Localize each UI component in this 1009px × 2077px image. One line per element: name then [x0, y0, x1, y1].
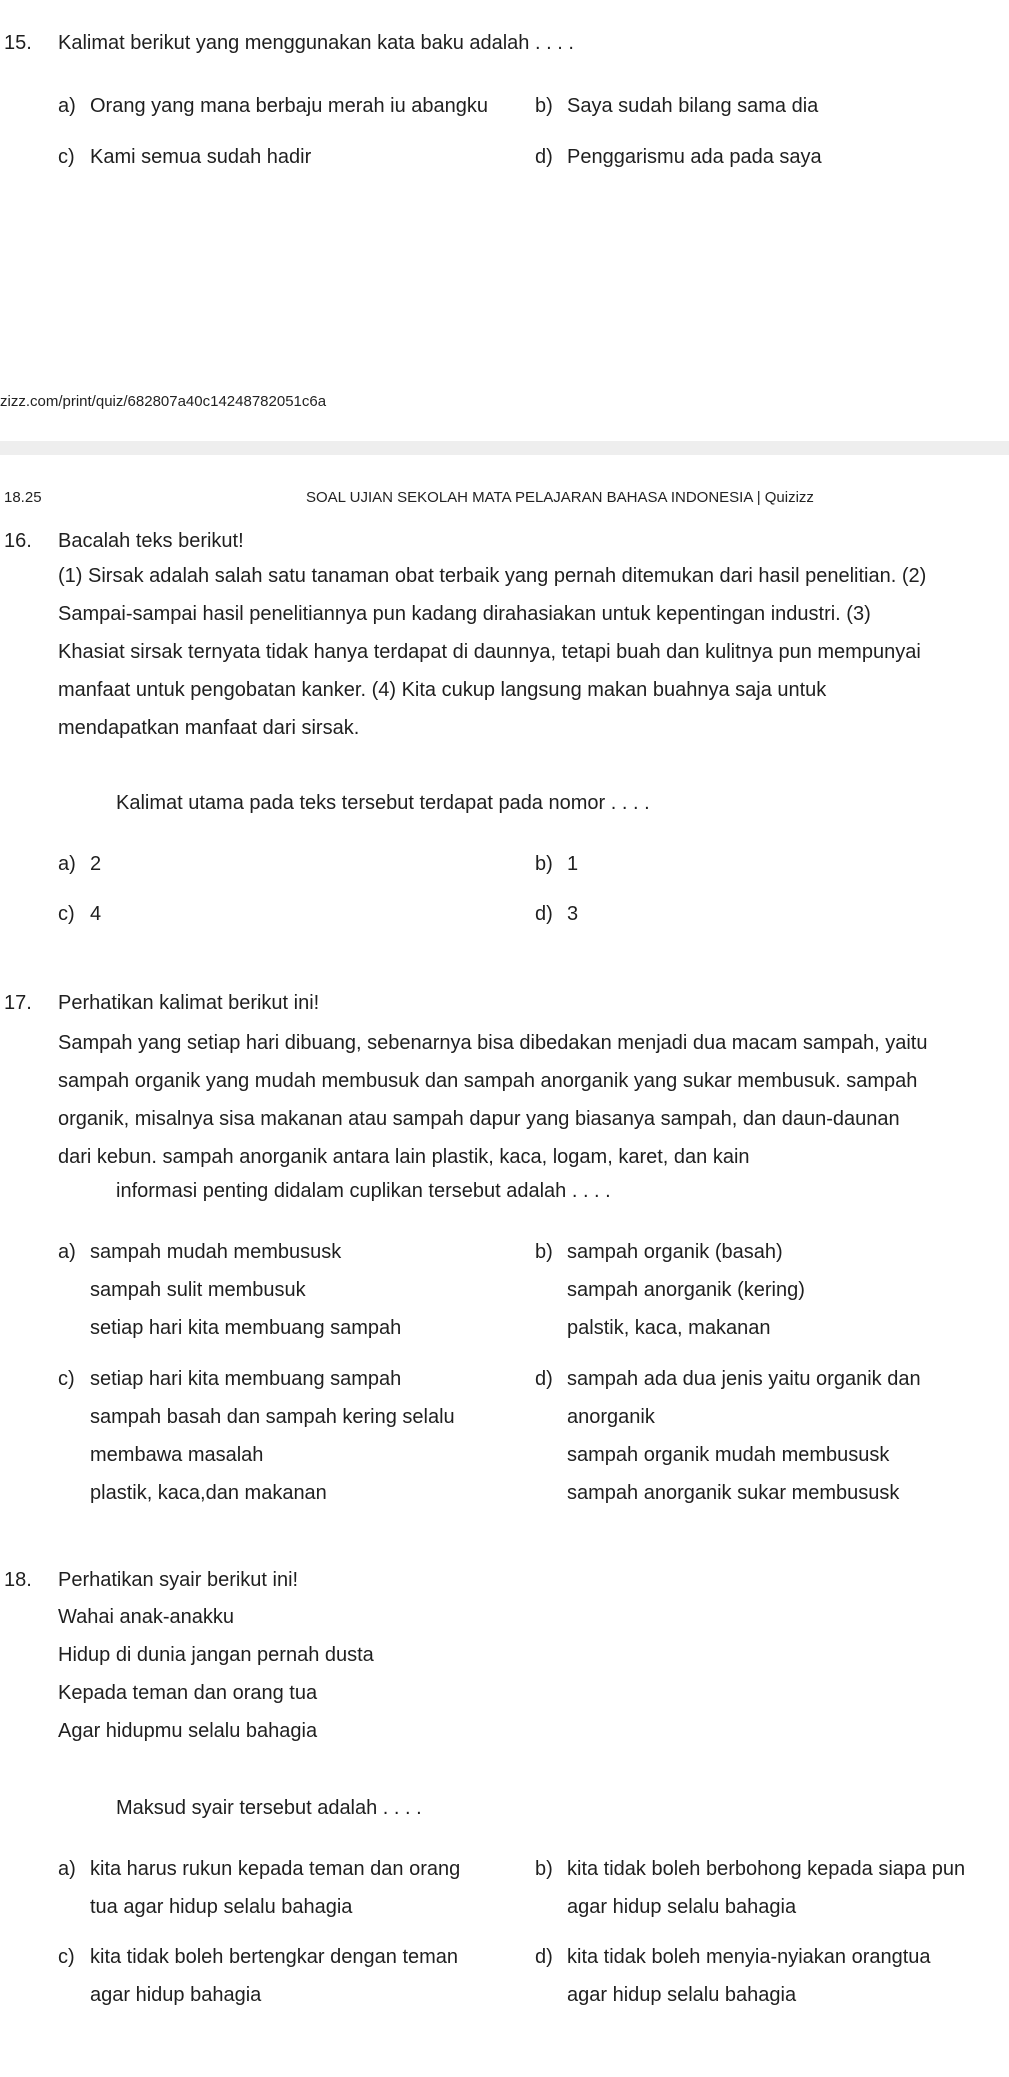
q17-intro: Perhatikan kalimat berikut ini! — [58, 992, 320, 1014]
option-letter: c) — [58, 903, 75, 925]
q16-option-d[interactable] — [535, 895, 578, 933]
q17-question: informasi penting didalam cuplikan tersebut adalah . . . . — [116, 1180, 611, 1202]
q18-number: 18. — [4, 1569, 32, 1591]
option-text: kita tidak boleh menyia-nyiakan orangtua — [567, 1946, 931, 1968]
option-text: Saya sudah bilang sama dia — [567, 95, 819, 117]
passage-line: dari kebun. sampah anorganik antara lain plastik, kaca, logam, karet, dan kain — [58, 1146, 750, 1168]
option-text: sampah organik (basah) — [567, 1241, 783, 1263]
q16-question: Kalimat utama pada teks tersebut terdapat pada nomor . . . . — [116, 792, 650, 814]
option-text: setiap hari kita membuang sampah — [90, 1368, 402, 1390]
option-text: 3 — [567, 903, 579, 925]
passage-line: manfaat untuk pengobatan kanker. (4) Kita cukup langsung makan buahnya saja untuk — [58, 679, 827, 701]
option-letter: d) — [535, 903, 553, 925]
option-text: 4 — [90, 903, 102, 925]
poem-line: Hidup di dunia jangan pernah dusta — [58, 1644, 374, 1666]
passage-line: Sampah yang setiap hari dibuang, sebenarnya bisa dibedakan menjadi dua macam sampah, yaitu — [58, 1032, 928, 1054]
option-letter: c) — [58, 146, 75, 168]
passage-line: organik, misalnya sisa makanan atau sampah dapur yang biasanya sampah, dan daun-daunan — [58, 1108, 900, 1130]
poem-line: Wahai anak-anakku — [58, 1606, 235, 1628]
page-break-divider — [0, 441, 1009, 455]
passage-line: sampah organik yang mudah membusuk dan sampah anorganik yang sukar membusuk. sampah — [58, 1070, 918, 1092]
q18-option-a[interactable] — [58, 1850, 460, 1926]
option-letter: b) — [535, 853, 553, 875]
option-text: anorganik — [567, 1406, 655, 1428]
option-text: setiap hari kita membuang sampah — [90, 1317, 402, 1339]
q17-number: 17. — [4, 992, 32, 1014]
q18-intro: Perhatikan syair berikut ini! — [58, 1569, 299, 1591]
passage-line: (1) Sirsak adalah salah satu tanaman obat terbaik yang pernah ditemukan dari hasil penelitian. (2) — [58, 565, 927, 587]
option-letter: c) — [58, 1946, 75, 1968]
option-letter: b) — [535, 1858, 553, 1880]
q17-option-d[interactable] — [535, 1360, 921, 1512]
q17-option-c[interactable] — [58, 1360, 455, 1512]
poem-line: Agar hidupmu selalu bahagia — [58, 1720, 318, 1742]
option-text: sampah sulit membusuk — [90, 1279, 306, 1301]
option-text: sampah ada dua jenis yaitu organik dan — [567, 1368, 921, 1390]
q17-option-b[interactable] — [535, 1233, 805, 1347]
option-letter: d) — [535, 1368, 553, 1390]
header-title: SOAL UJIAN SEKOLAH MATA PELAJARAN BAHASA INDONESIA | Quizizz — [306, 489, 814, 506]
option-text: sampah mudah membususk — [90, 1241, 342, 1263]
option-text: kita harus rukun kepada teman dan orang — [90, 1858, 461, 1880]
option-text: sampah anorganik sukar membususk — [567, 1482, 900, 1504]
passage-line: Khasiat sirsak ternyata tidak hanya terdapat di daunnya, tetapi buah dan kulitnya pun mempunyai — [58, 641, 921, 663]
q16-number: 16. — [4, 530, 32, 552]
option-text: kita tidak boleh bertengkar dengan teman — [90, 1946, 459, 1968]
option-text: agar hidup bahagia — [90, 1984, 262, 2006]
option-text: 1 — [567, 853, 579, 875]
q15-question: Kalimat berikut yang menggunakan kata baku adalah . . . . — [58, 32, 574, 54]
q15-option-c[interactable] — [58, 138, 311, 176]
q18-question: Maksud syair tersebut adalah . . . . — [116, 1797, 422, 1819]
option-letter: b) — [535, 1241, 553, 1263]
option-letter: a) — [58, 853, 76, 875]
option-text: sampah anorganik (kering) — [567, 1279, 805, 1301]
option-text: tua agar hidup selalu bahagia — [90, 1896, 353, 1918]
option-letter: c) — [58, 1368, 75, 1390]
q18-poem — [58, 1598, 998, 1750]
option-letter: a) — [58, 95, 76, 117]
passage-line: Sampai-sampai hasil penelitiannya pun kadang dirahasiakan untuk kepentingan industri. (3) — [58, 603, 871, 625]
option-text: membawa masalah — [90, 1444, 264, 1466]
q16-option-c[interactable] — [58, 895, 101, 933]
option-text: agar hidup selalu bahagia — [567, 1896, 797, 1918]
option-letter: b) — [535, 95, 553, 117]
q15-option-a[interactable] — [58, 87, 488, 125]
option-letter: a) — [58, 1241, 76, 1263]
q16-option-b[interactable] — [535, 845, 578, 883]
q18-option-d[interactable] — [535, 1938, 931, 2014]
q18-option-c[interactable] — [58, 1938, 458, 2014]
q17-passage — [58, 1024, 998, 1176]
option-text: Penggarismu ada pada saya — [567, 146, 822, 168]
option-text: sampah basah dan sampah kering selalu — [90, 1406, 455, 1428]
q16-passage — [58, 557, 998, 747]
option-letter: d) — [535, 1946, 553, 1968]
header-time: 18.25 — [4, 489, 42, 506]
option-text: Kami semua sudah hadir — [90, 146, 312, 168]
footer-url: zizz.com/print/quiz/682807a40c14248782051c6a — [0, 393, 327, 410]
poem-line: Kepada teman dan orang tua — [58, 1682, 318, 1704]
option-text: Orang yang mana berbaju merah iu abangku — [90, 95, 489, 117]
option-text: sampah organik mudah membususk — [567, 1444, 890, 1466]
q15-number: 15. — [4, 32, 32, 54]
option-text: palstik, kaca, makanan — [567, 1317, 771, 1339]
q17-option-a[interactable] — [58, 1233, 401, 1347]
option-letter: a) — [58, 1858, 76, 1880]
q15-option-b[interactable] — [535, 87, 818, 125]
q16-intro: Bacalah teks berikut! — [58, 530, 244, 552]
option-text: 2 — [90, 853, 102, 875]
option-letter: d) — [535, 146, 553, 168]
passage-line: mendapatkan manfaat dari sirsak. — [58, 717, 360, 739]
q18-option-b[interactable] — [535, 1850, 965, 1926]
option-text: kita tidak boleh berbohong kepada siapa pun — [567, 1858, 966, 1880]
q15-option-d[interactable] — [535, 138, 822, 176]
option-text: plastik, kaca,dan makanan — [90, 1482, 327, 1504]
option-text: agar hidup selalu bahagia — [567, 1984, 797, 2006]
q16-option-a[interactable] — [58, 845, 101, 883]
